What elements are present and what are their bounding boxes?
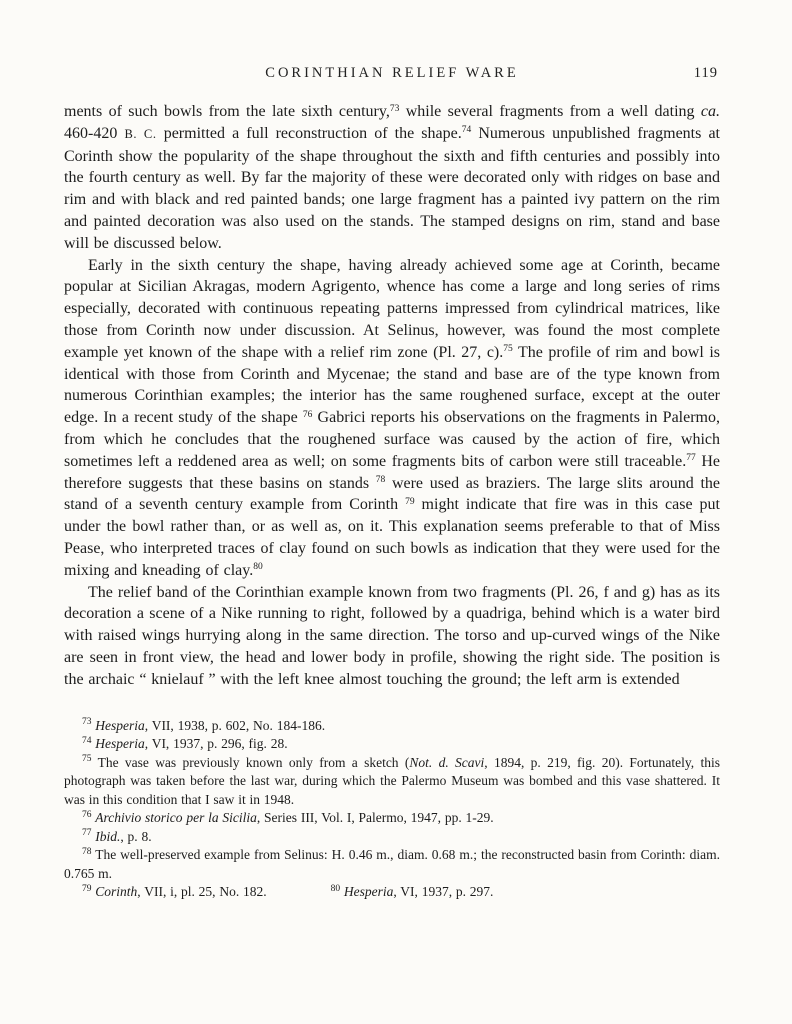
text-run: might indicate that fire was in this case put under the bowl rather than, or as well as, on it. This explanation seems preferable to that of Miss Pease, who interpreted traces of clay found on such bowls as indication that they were used for the mixing and kneading of clay. (64, 496, 720, 579)
text-run: permitted a full reconstruction of the shape. (156, 124, 462, 142)
text-run: Not. d. Scavi (409, 754, 485, 770)
footnote (64, 735, 720, 754)
text-run: The profile of rim and bowl is identical with those from Corinth and Mycenae; the stand and base are of the type known from numerous Corinthian examples; the interior has the same roughened surface, except at the outer edge. In a recent study of the shape (64, 343, 721, 427)
superscript-ref: 73 (82, 717, 92, 728)
text-run: Archivio storico per la Sicilia (95, 810, 257, 826)
text-run: , VI, 1937, p. 296, fig. 28. (144, 736, 288, 752)
superscript-ref: 75 (82, 754, 92, 765)
superscript-ref: 78 (375, 475, 386, 486)
text-run: B. C. (124, 126, 157, 141)
text-run: , VI, 1937, p. 297. (393, 884, 494, 900)
text-run: The well-preserved example from Selinus: H. 0.46 m., diam. 0.68 m.; the reconstructed basin from Corinth: diam. 0.765 m. (64, 847, 720, 881)
text-run: , Series III, Vol. I, Palermo, 1947, pp. 1-29. (256, 810, 494, 826)
body-text (64, 101, 720, 691)
text-run: were used as braziers. The large slits around the stand of a seventh century example from Corinth (64, 474, 720, 514)
text-run: , 1894, p. 219, fig. 20). Fortunately, this photograph was taken before the last war, during which the Palermo Museum was bombed and this vase shattered. It was in this condition that I saw it in 1948. (64, 754, 720, 807)
footnote (64, 754, 720, 810)
superscript-ref: 80 (253, 562, 263, 573)
superscript-ref: 76 (302, 409, 313, 420)
paragraph (64, 101, 720, 255)
paragraph (64, 255, 720, 582)
footnote (64, 717, 720, 736)
text-run: Hesperia (95, 717, 145, 733)
superscript-ref: 79 (82, 883, 92, 894)
footnote (64, 809, 720, 828)
superscript-ref: 79 (405, 496, 415, 507)
text-run: The vase was previously known only from a sketch ( (91, 754, 410, 770)
footnote (64, 883, 720, 902)
text-run: while several fragments from a well dating (399, 103, 701, 120)
text-run: 460-420 (64, 124, 125, 142)
running-head (64, 64, 720, 82)
text-run: Hesperia (343, 884, 394, 900)
page-number: 119 (693, 65, 718, 81)
text-run: , VII, 1938, p. 602, No. 184-186. (144, 717, 326, 733)
superscript-ref: 74 (461, 125, 472, 136)
text-run: Gabrici reports his observations on the fragments in Palermo, from which he concludes that the roughened surface was caused by the action of fire, which sometimes left a reddened area as well; on some fragments bits of carbon were still traceable. (64, 409, 720, 470)
superscript-ref: 80 (330, 883, 341, 894)
text-run: Corinth (95, 884, 138, 900)
text-run: , VII, i, pl. 25, No. 182. (137, 884, 267, 900)
text-run: Ibid. (95, 828, 121, 844)
superscript-ref: 76 (82, 809, 92, 820)
text-run: Early in the sixth century the shape, having already achieved some age at Corinth, became popular at Sicilian Akragas, modern Agrigento, whence has come a large and long series of rims especially, decorated with continuous repeating patterns impressed from cylindrical matrices, like those from Corinth now under discussion. At Selinus, however, was found the most complete example yet known of the shape with a relief rim zone (Pl. 27, c). (64, 256, 720, 361)
footnote (64, 828, 720, 847)
text-run: Hesperia (95, 736, 145, 752)
paragraph (64, 582, 720, 691)
text-run: He therefore suggests that these basins on stands (64, 452, 720, 492)
text-block (64, 64, 720, 902)
text-run: The relief band of the Corinthian example known from two fragments (Pl. 26, f and g) has as its decoration a scene of a Nike running to right, followed by a quadriga, behind which is a water bird with raised wings hurrying along in the same direction. The torso and up-curved wings of the Nike are seen in front view, the head and lower body in profile, showing the right side. The position is the archaic “ knielauf ” with the left knee almost touching the ground; the left arm is extended (64, 583, 720, 688)
superscript-ref: 77 (686, 453, 696, 464)
text-run: ments of such bowls from the late sixth century, (64, 103, 390, 120)
superscript-ref: 75 (503, 344, 513, 355)
text-run: , p. 8. (120, 828, 152, 844)
page-title: CORINTHIAN RELIEF WARE (265, 65, 519, 81)
superscript-ref: 78 (82, 846, 92, 857)
superscript-ref: 74 (82, 735, 92, 746)
superscript-ref: 77 (82, 828, 92, 839)
text-run: Numerous unpublished fragments at Corinth show the popularity of the shape throughout the sixth and fifth centuries and possibly into the fourth century as well. By far the majority of these were decorated only with ridges on base and rim and with black and red painted bands; one large fragment has a painted ivy pattern on the rim and painted decoration was also used on the stands. The stamped designs on rim, stand and base will be discussed below. (64, 124, 720, 252)
footnote (64, 846, 720, 883)
superscript-ref: 73 (389, 103, 400, 114)
text-run: ca. (700, 103, 720, 120)
footnotes-section (64, 717, 720, 902)
